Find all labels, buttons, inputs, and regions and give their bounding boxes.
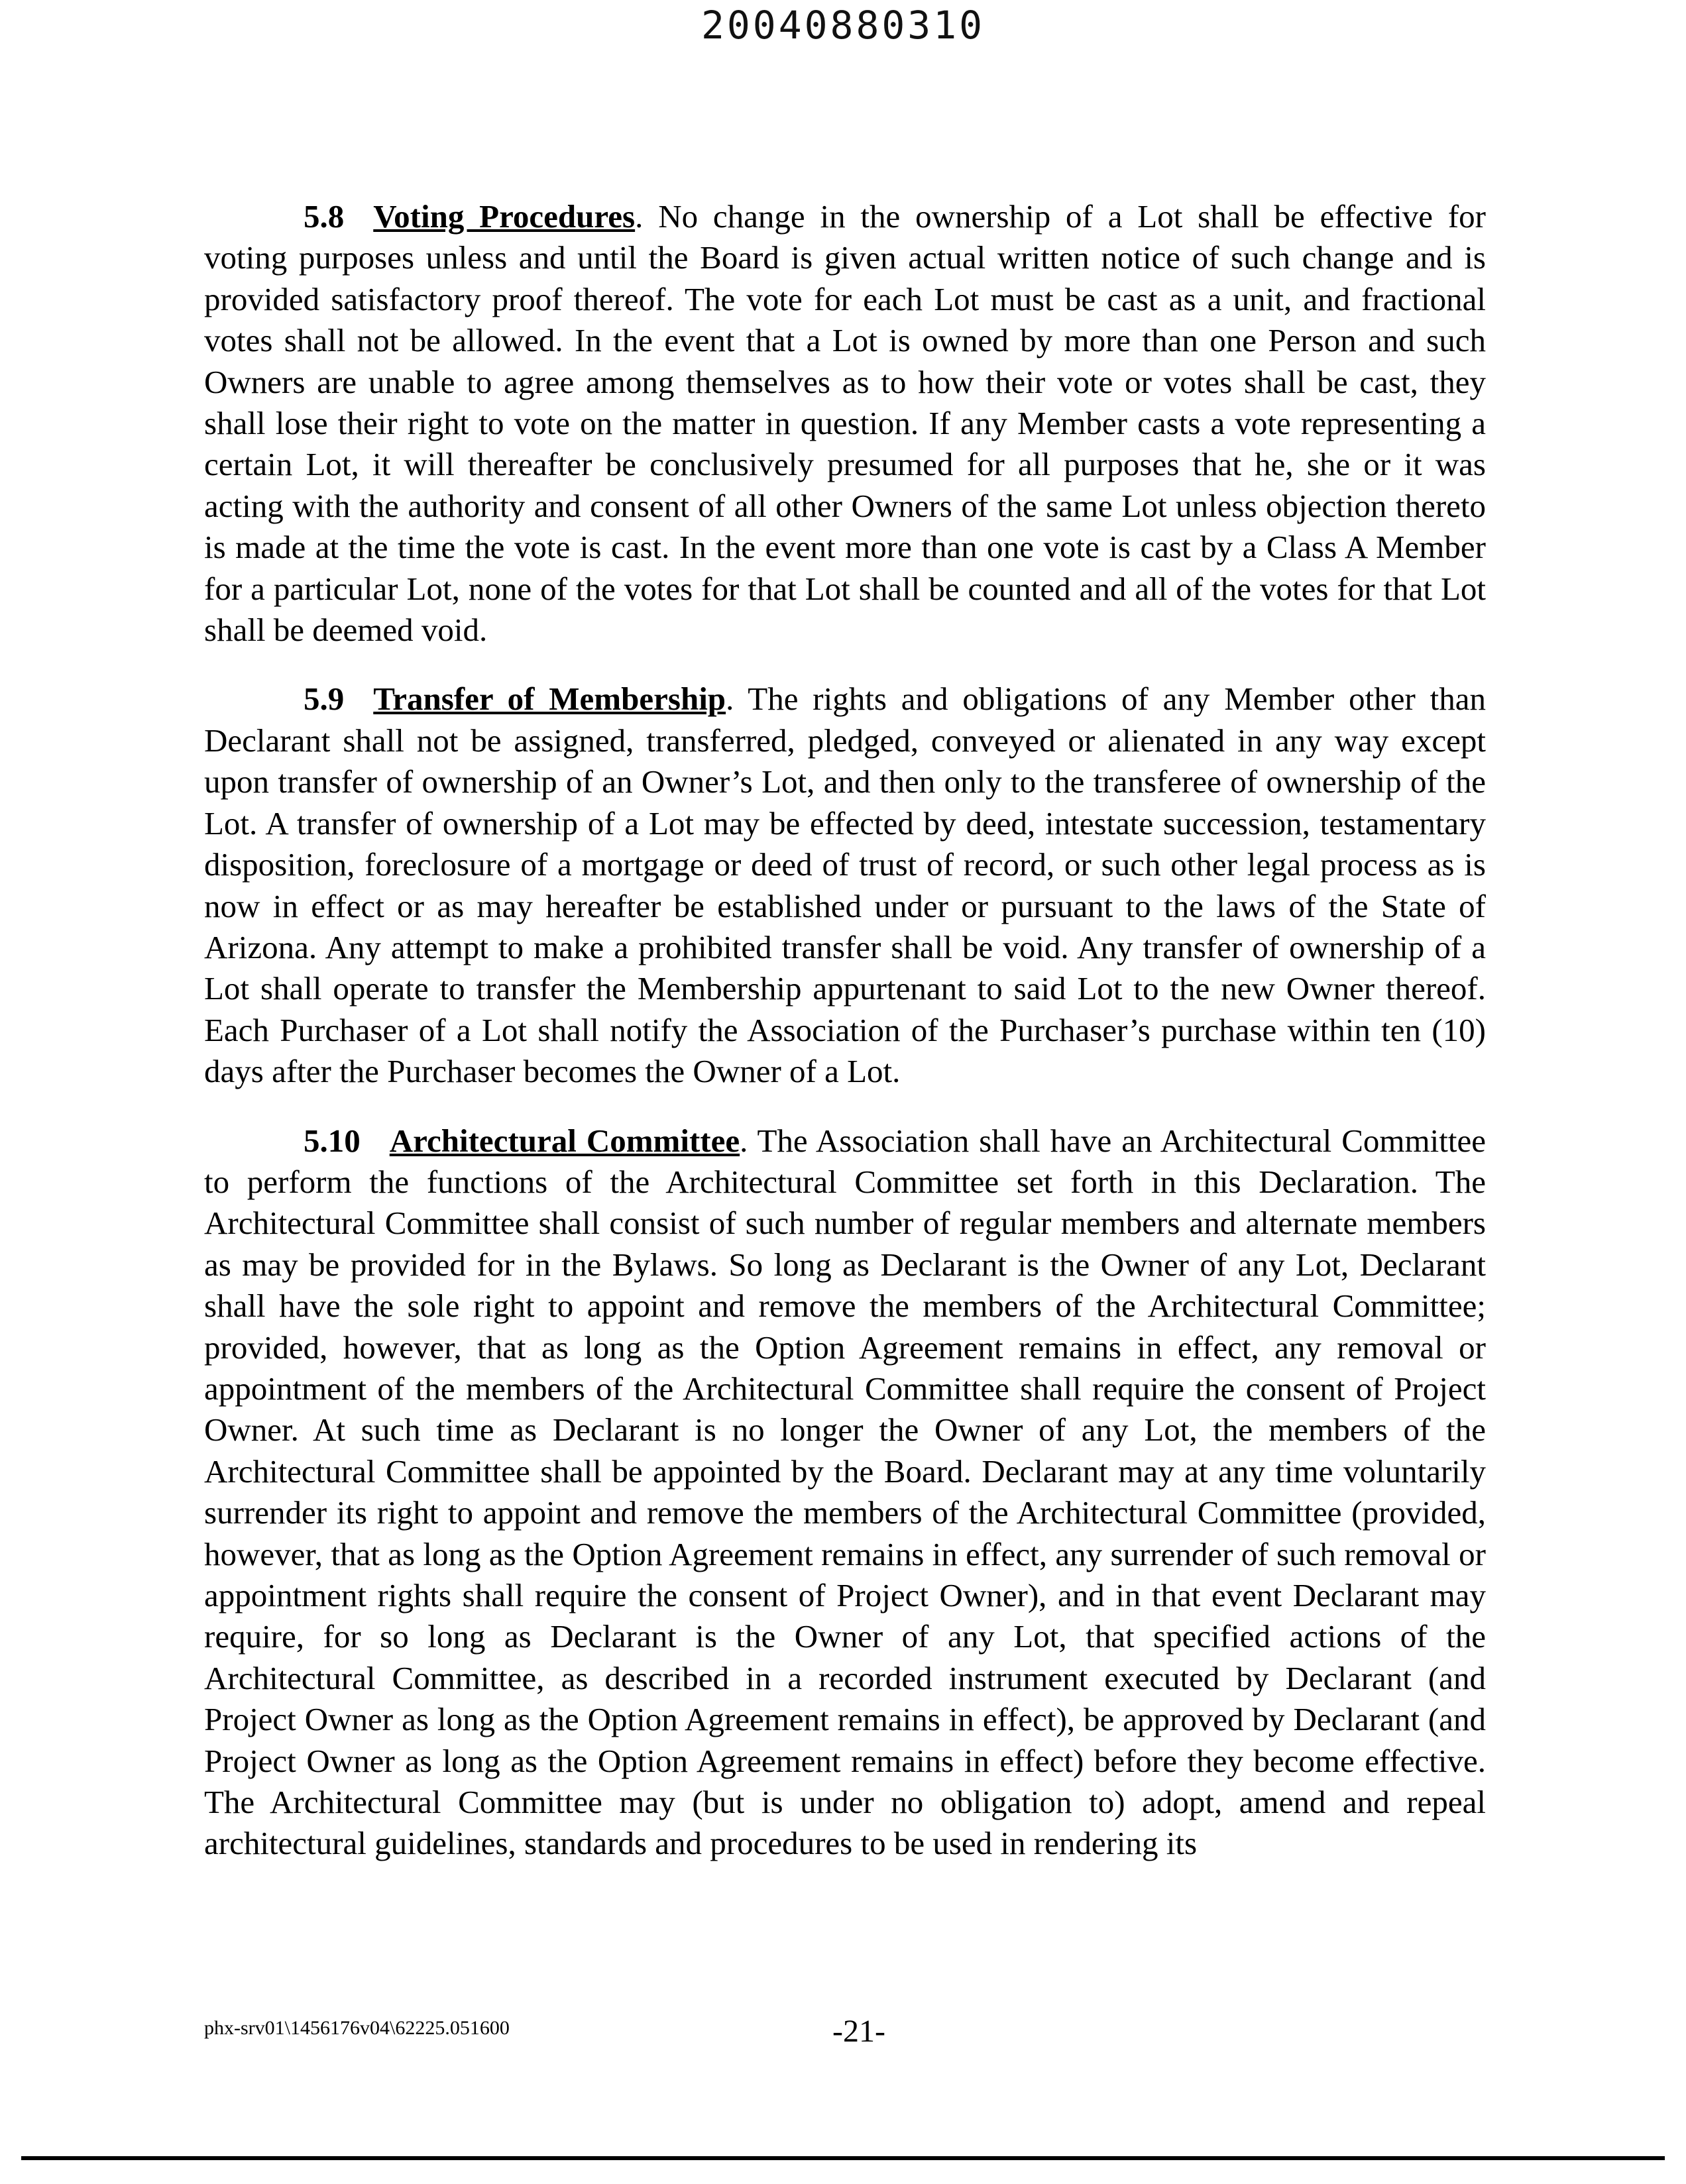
section-title: Architectural Committee bbox=[389, 1122, 740, 1159]
section-number: 5.10 bbox=[304, 1122, 361, 1159]
footer-document-id: phx-srv01\1456176v04\62225.051600 bbox=[204, 2017, 510, 2039]
document-body bbox=[204, 196, 1486, 1892]
section-title: Voting Procedures bbox=[373, 198, 636, 235]
section-text: . The Association shall have an Architectural Committee to perform the functions of the Architectural Committee set forth in this Declaration. The Architectural Committee shall consist of such number of regular members and alternate members as may be provided for in the Bylaws. So long as Declarant is the Owner of any Lot, Declarant shall have the sole right to appoint and remove the members of the Architectural Committee; provided, however, that as long as the Option Agreement remains in effect, any removal or appointment of the members of the Architectural Committee shall require the consent of Project Owner. At such time as Declarant is no longer the Owner of any Lot, the members of the Architectural Committee shall be appointed by the Board. Declarant may at any time voluntarily surrender its right to appoint and remove the members of the Architectural Committee (provided, however, that as long as the Option Agreement remains in effect, any surrender of such removal or appointment rights shall require the consent of Project Owner), and in that event Declarant may require, for so long as Declarant is the Owner of any Lot, that specified actions of the Architectural Committee, as described in a recorded instrument executed by Declarant (and Project Owner as long as the Option Agreement remains in effect), be approved by Declarant (and Project Owner as long as the Option Agreement remains in effect) before they become effective. The Architectural Committee may (but is under no obligation to) adopt, amend and repeal architectural guidelines, standards and procedures to be used in rendering its bbox=[204, 1122, 1486, 1862]
section-5-10 bbox=[204, 1120, 1486, 1865]
section-text: . No change in the ownership of a Lot shall be effective for voting purposes unless and until the Board is given actual written notice of such change and is provided satisfactory proof thereof. The vote for each Lot must be cast as a unit, and fractional votes shall not be allowed. In the event that a Lot is owned by more than one Person and such Owners are unable to agree among themselves as to how their vote or votes shall be cast, they shall lose their right to vote on the matter in question. If any Member casts a vote representing a certain Lot, it will thereafter be conclusively presumed for all purposes that he, she or it was acting with the authority and consent of all other Owners of the same Lot unless objection thereto is made at the time the vote is cast. In the event more than one vote is cast by a Class A Member for a particular Lot, none of the votes for that Lot shall be counted and all of the votes for that Lot shall be deemed void. bbox=[204, 198, 1486, 649]
section-text: . The rights and obligations of any Member other than Declarant shall not be assigned, transferred, pledged, conveyed or alienated in any way except upon transfer of ownership of an Owner’s Lot, and then only to the transferee of ownership of the Lot. A transfer of ownership of a Lot may be effected by deed, intestate succession, testamentary disposition, foreclosure of a mortgage or deed of trust of record, or such other legal process as is now in effect or as may hereafter be established under or pursuant to the laws of the State of Arizona. Any attempt to make a prohibited transfer shall be void. Any transfer of ownership of a Lot shall operate to transfer the Membership appurtenant to said Lot to the new Owner thereof. Each Purchaser of a Lot shall notify the Association of the Purchaser’s purchase within ten (10) days after the Purchaser becomes the Owner of a Lot. bbox=[204, 681, 1486, 1090]
section-number: 5.9 bbox=[304, 681, 345, 718]
section-title: Transfer of Membership bbox=[373, 681, 726, 718]
bottom-rule bbox=[21, 2156, 1665, 2160]
section-5-8 bbox=[204, 196, 1486, 651]
recording-number: 20040880310 bbox=[701, 3, 985, 48]
section-number: 5.8 bbox=[304, 198, 345, 235]
section-5-9 bbox=[204, 679, 1486, 1092]
page-number: -21- bbox=[832, 2014, 885, 2049]
